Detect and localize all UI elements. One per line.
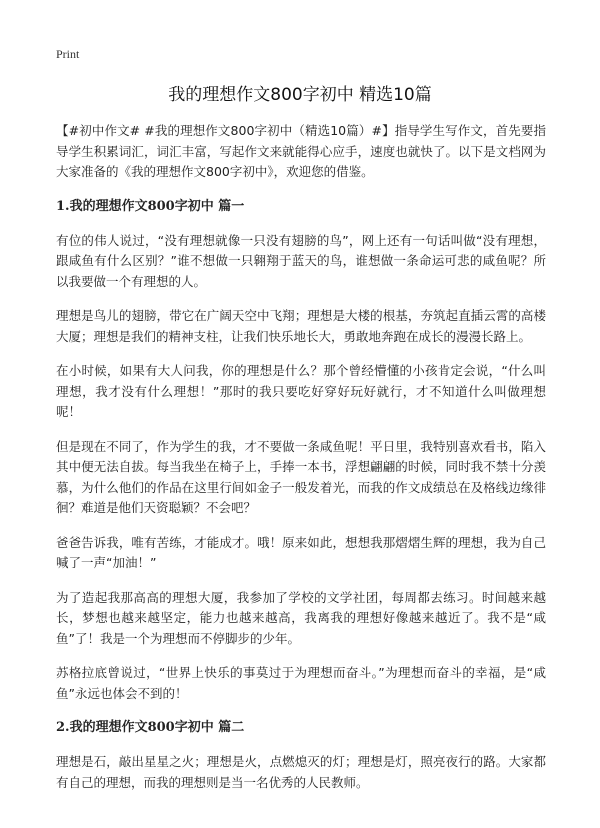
body-paragraph: 有位的伟人说过，“没有理想就像一只没有翅膀的鸟”，网上还有一句话叫做“没有理想，跟咸鱼有什么区别？”谁不想做一只翱翔于蓝天的鸟，谁想做一条命运可悲的咸鱼呢？所以我要做一个有理想的人。	[56, 232, 546, 289]
body-paragraph: 为了造起我那高高的理想大厦，我参加了学校的文学社团，每周都去练习。时间越来越长，梦想也越来越坚定，能力也越来越高，我离我的理想好像越来越近了。我不是“咸鱼”了！我是一个为理想而不停脚步的少年。	[56, 589, 546, 646]
page-title: 我的理想作文800字初中 精选10篇	[168, 85, 432, 105]
section-heading: 1.我的理想作文800字初中 篇一	[56, 198, 245, 214]
body-paragraph: 苏格拉底曾说过，“世界上快乐的事莫过于为理想而奋斗。”为理想而奋斗的幸福，是“咸鱼”永远也体会不到的！	[56, 665, 546, 701]
article-body	[56, 121, 546, 807]
body-paragraph: 理想是鸟儿的翅膀，带它在广阔天空中飞翔；理想是大楼的根基，夯筑起直插云霄的高楼大厦；理想是我们的精神支柱，让我们快乐地长大，勇敢地奔跑在成长的漫漫长路上。	[56, 308, 546, 344]
body-paragraph: 在小时候，如果有大人问我，你的理想是什么？那个曾经懵懂的小孩肯定会说，“什么叫理想，我才没有什么理想！”那时的我只要吃好穿好玩好就行，才不知道什么叫做理想呢！	[56, 363, 546, 419]
intro-paragraph: 【#初中作文# #我的理想作文800字初中（精选10篇）#】指导学生写作文，首先要指导学生积累词汇，词汇丰富，写起作文来就能得心应手，速度也就快了。以下是文档网为大家准备的《我的理想作文800字初中》，欢迎您的借鉴。	[56, 123, 546, 179]
print-label: Print	[56, 47, 80, 61]
body-paragraph: 理想是石，敲出星星之火；理想是火，点燃熄灭的灯；理想是灯，照亮夜行的路。大家都有自己的理想，而我的理想则是当一名优秀的人民教师。	[56, 754, 546, 790]
body-paragraph: 爸爸告诉我，唯有苦练，才能成才。哦！原来如此，想想我那熠熠生辉的理想，我为自己喊了一声“加油！”	[56, 534, 546, 570]
section-heading: 2.我的理想作文800字初中 篇二	[56, 720, 245, 735]
body-paragraph: 但是现在不同了，作为学生的我，才不要做一条咸鱼呢！平日里，我特别喜欢看书，陷入其中便无法自拔。每当我坐在椅子上，手捧一本书，浮想翩翩的时候，同时我不禁十分羡慕，为什么他们的作品在这里行间如金子一般发着光，而我的作文成绩总在及格线边缘徘徊？难道是他们天资聪颖？不会吧？	[56, 438, 546, 515]
